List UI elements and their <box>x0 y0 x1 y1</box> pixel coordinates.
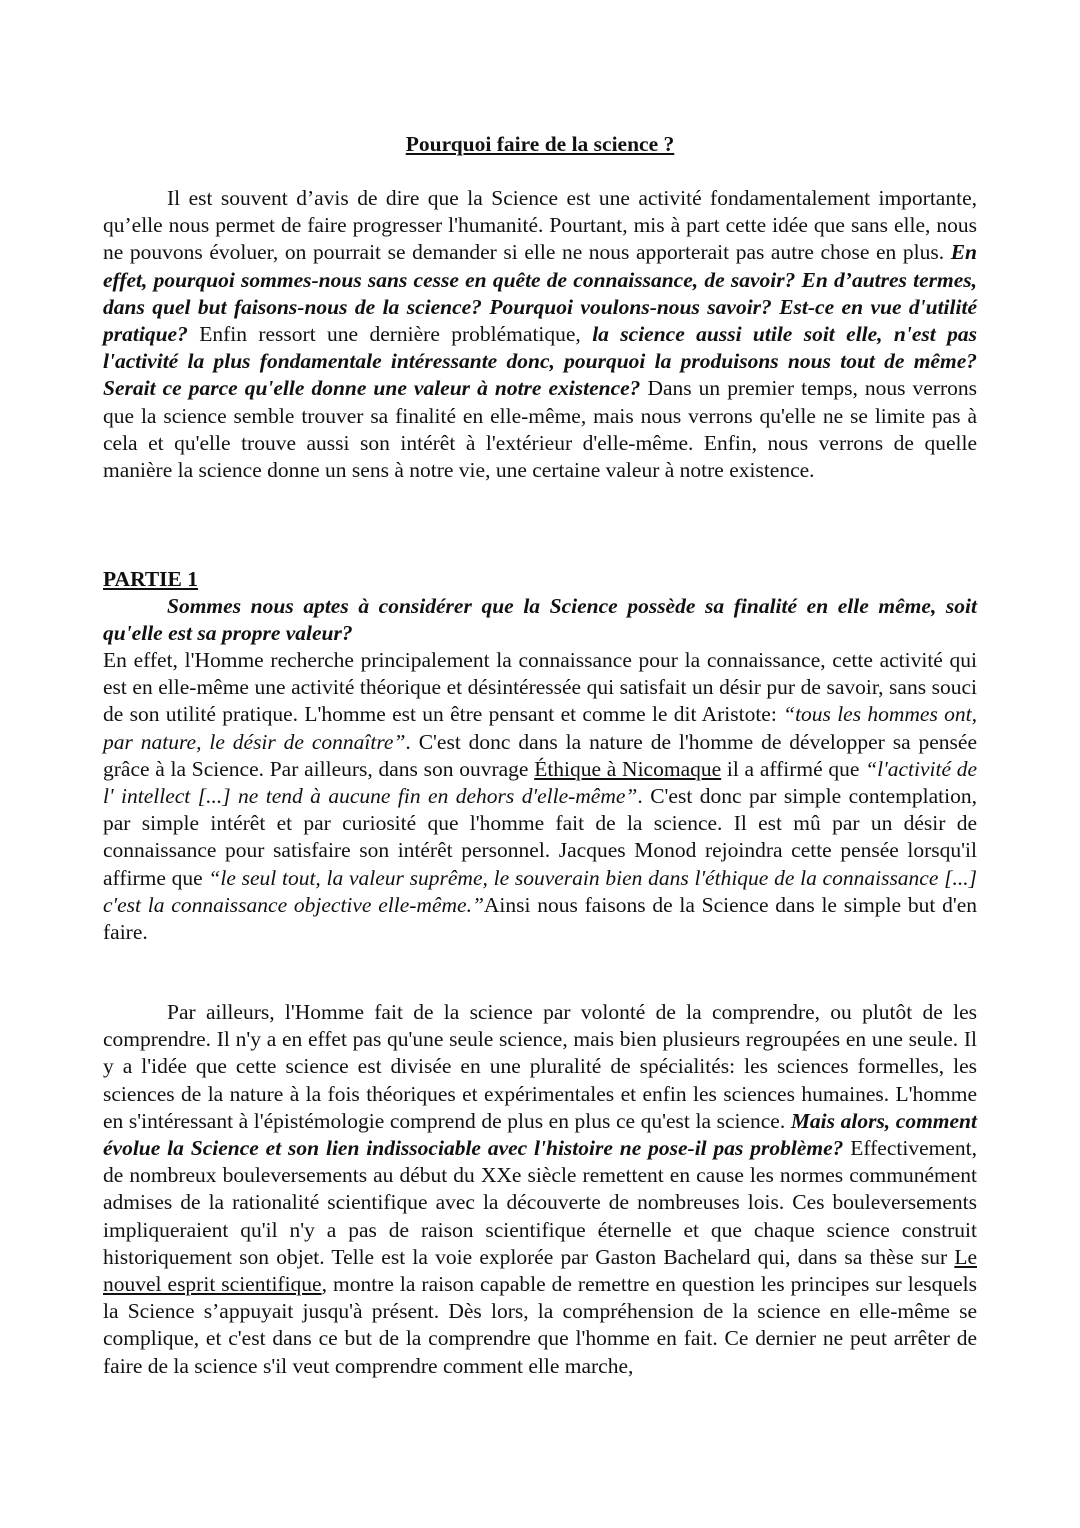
book-title-ethique: Éthique à Nicomaque <box>534 756 722 781</box>
p2-text-c: , montre la raison capable de remettre en question les principes sur lesquels la Science s’appuyait jusqu'à présent. Dès lors, la compréhension de la science en elle-même se complique, et c'est dans ce but de la comprendre que l'homme en fait. Ce dernier ne peut arrêter de faire de la science s'il veut comprendre comment elle marche, <box>103 1272 977 1378</box>
intro-paragraph <box>103 185 977 484</box>
p1-text-d: . C'est donc par simple contemplation, par simple intérêt et par curiosité que l'homme fait de la science. Il est mû par un désir de connaissance pour satisfaire son intérêt personnel. Jacques Monod rejoindra cette pensée lorsqu'il affirme que <box>103 784 977 890</box>
p1-text-e: Ainsi nous faisons de la Science dans le simple but d'en faire. <box>103 892 977 945</box>
document-title: Pourquoi faire de la science ? <box>405 132 675 156</box>
book-title-bachelard: Le nouvel esprit scientifique <box>103 1244 977 1297</box>
intro-question-2: la science aussi utile soit elle, n'est pas l'activité la plus fondamentale intéressante donc, pourquoi la produisons nous tout de même? Serait ce parce qu'elle donne une valeur à notre existence? <box>103 322 977 401</box>
p2-text-a: Par ailleurs, l'Homme fait de la science par volonté de la comprendre, ou plutôt de les comprendre. Il n'y a en effet pas qu'une seule science, mais bien plusieurs regroupées en une seule. Il y a l'idée que cette science est divisée en une pluralité de spécialités: les sciences formelles, les sciences de la nature à la fois théoriques et expérimentales et enfin les sciences humaines. L'homme en s'intéressant à l'épistémologie comprend de plus en plus ce qu'est la science. <box>103 1000 977 1133</box>
intro-text-2: Enfin ressort une dernière problématique, <box>187 322 593 347</box>
partie1-question: Sommes nous aptes à considérer que la Science possède sa finalité en elle même, soit qu'elle est sa propre valeur? <box>103 594 977 646</box>
intro-text-1: Il est souvent d’avis de dire que la Science est une activité fondamentalement importante, qu’elle nous permet de faire progresser l'humanité. Pourtant, mis à part cette idée que sans elle, nous ne pouvons évoluer, on pourrait se demander si elle ne nous apporterait pas autre chose en plus. <box>103 186 977 265</box>
quote-monod: “le seul tout, la valeur suprême, le souverain bien dans l'éthique de la connaissance [...] c'est la connaissance objective elle-même.” <box>103 865 977 917</box>
p1-text-a: En effet, l'Homme recherche principalement la connaissance pour la connaissance, cette activité qui est en elle-même une activité théorique et désintéressée qui satisfait un désir pur de savoir, sans souci de son utilité pratique. L'homme est un être pensant et comme le dit Aristote: <box>103 648 977 727</box>
p1-text-c: il a affirmé que <box>721 756 866 781</box>
partie1-paragraph-1 <box>103 647 977 946</box>
p1-text-b: . C'est donc dans la nature de l'homme de développer sa pensée grâce à la Science. Par ailleurs, dans son ouvrage <box>103 729 977 781</box>
section-heading-partie-1: PARTIE 1 <box>103 567 199 591</box>
quote-aristote: “tous les hommes ont, par nature, le désir de connaître” <box>103 702 977 754</box>
partie1-paragraph-2 <box>103 999 977 1380</box>
p2-question: Mais alors, comment évolue la Science et son lien indissociable avec l'histoire ne pose-il pas problème? <box>103 1108 977 1161</box>
p2-text-b: Effectivement, de nombreux bouleversements au début du XXe siècle remettent en cause les normes communément admises de la rationalité scientifique avec la découverte de nombreuses lois. Ces bouleversements impliqueraient qu'il n'y a pas de raison scientifique éternelle et que chaque science construit historiquement son objet. Telle est la voie explorée par Gaston Bachelard qui, dans sa thèse sur <box>103 1136 977 1269</box>
intro-text-3: Dans un premier temps, nous verrons que la science semble trouver sa finalité en elle-même, mais nous verrons qu'elle ne se limite pas à cela et qu'elle trouve aussi son intérêt à l'extérieur d'elle-même. Enfin, nous verrons de quelle manière la science donne un sens à notre vie, une certaine valeur à notre existence. <box>103 376 977 483</box>
quote-intellect: “l'activité de l' intellect [...] ne tend à aucune fin en dehors d'elle-même” <box>103 756 978 809</box>
intro-question-1: En effet, pourquoi sommes-nous sans cesse en quête de connaissance, de savoir? En d’autres termes, dans quel but faisons-nous de la science? Pourquoi voulons-nous savoir? Est-ce en vue d'utilité pratique? <box>103 240 977 347</box>
